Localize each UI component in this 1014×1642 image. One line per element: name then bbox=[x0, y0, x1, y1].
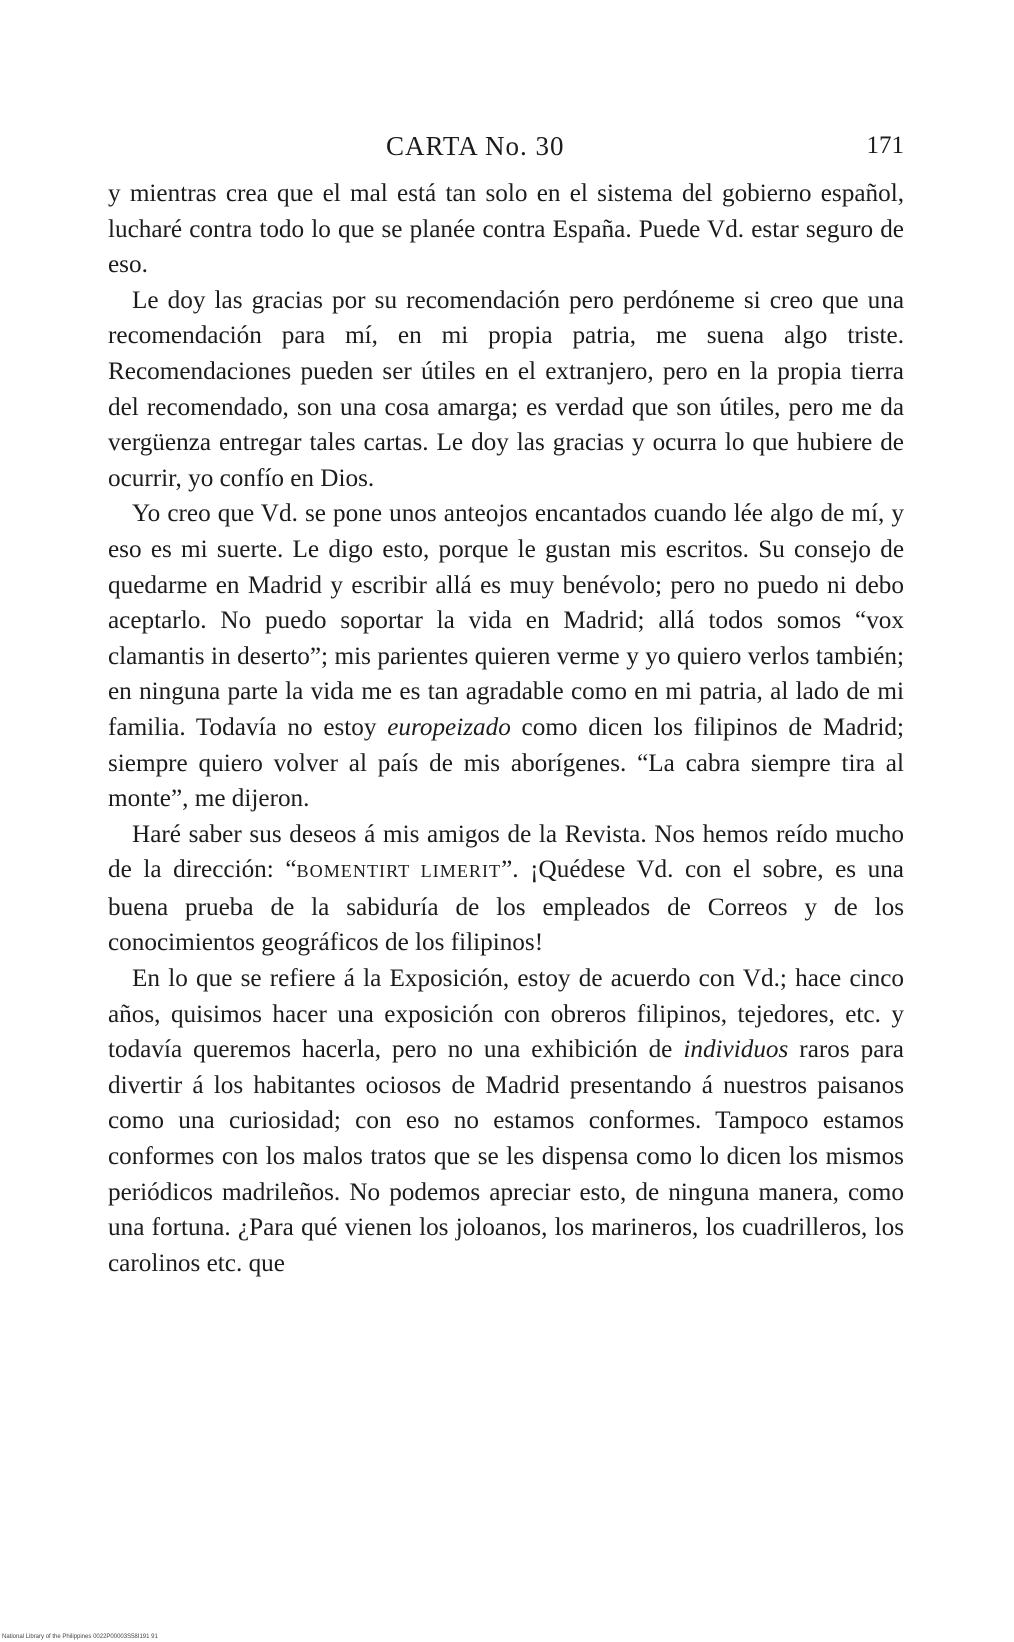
running-head bbox=[108, 128, 904, 164]
letter-body bbox=[108, 176, 904, 1281]
paragraph-5-text-a: En lo que se refiere á la Exposición, estoy de acuerdo con Vd.; hace cinco años, quisimos hacer una exposición con obreros filipinos, tejedores, etc. y todavía queremos hacerla, pero no una exhibición de bbox=[108, 965, 904, 1064]
paragraph-5-text-b: raros para divertir á los habitantes ociosos de Madrid presentando á nuestros paisanos como una curiosidad; con eso no estamos conformes. Tampoco estamos conformes con los malos tratos que se les dispensa como lo dicen los mismos periódicos madrileños. No podemos apreciar esto, de ninguna manera, como una fortuna. ¿Para qué vienen los joloanos, los marineros, los cuadrilleros, los carolinos etc. que bbox=[108, 1036, 904, 1277]
scan-footer bbox=[2, 1634, 158, 1640]
paragraph-2: Le doy las gracias por su recomendación pero perdóneme si creo que una recomendación para mí, en mi propia patria, me suena algo triste. Recomendaciones pueden ser útiles en el extranjero, pero en la propia tierra del recomendado, son una cosa amarga; es verdad que son útiles, pero me da vergüenza entregar tales cartas. Le doy las gracias y ocurra lo que hubiere de ocurrir, yo confío en Dios. bbox=[108, 286, 904, 492]
page-title: CARTA No. 30 bbox=[386, 131, 565, 161]
paragraph-1: y mientras crea que el mal está tan solo en el sistema del gobierno español, lucharé contra todo lo que se planée contra España. Puede Vd. estar seguro de eso. bbox=[108, 180, 904, 279]
paragraph-3-text-a: Yo creo que Vd. se pone unos anteojos encantados cuando lée algo de mí, y eso es mi suerte. Le digo esto, porque le gustan mis escritos. Su consejo de quedarme en Madrid y escribir allá es muy benévolo; pero no puedo ni debo aceptarlo. No puedo soportar la vida en Madrid; allá todos somos “vox clamantis in deserto”; mis parientes quieren verme y yo quiero verlos también; en ninguna parte la vida me es tan agradable como en mi patria, al lado de mi familia. Todavía no estoy bbox=[108, 500, 904, 741]
paragraph-3 bbox=[108, 496, 904, 816]
address-small-caps: BOMENTIRT LIMERIT bbox=[296, 861, 502, 882]
paragraph-5 bbox=[108, 961, 904, 1281]
paragraph-4-text-a: Haré saber sus deseos á mis amigos de la Revista. Nos hemos reído mucho de la dirección: “ bbox=[108, 820, 904, 884]
paragraph-3-text-b: como dicen los filipinos de Madrid; siempre quiero volver al país de mis aborígenes. “La cabra siempre tira al monte”, me dijeron. bbox=[108, 713, 905, 813]
page-number: 171 bbox=[866, 132, 904, 159]
paragraph-4-text-b: ”. ¡Quédese Vd. con el sobre, es una buena prueba de la sabiduría de los empleados de Correos y de los conocimientos geográficos de los filipinos! bbox=[108, 856, 904, 957]
italic-word-individuos: individuos bbox=[683, 1036, 789, 1064]
library-credit: National Library of the Philippines bbox=[2, 1634, 92, 1640]
italic-word-europeizado: europeizado bbox=[387, 713, 511, 741]
scan-id: 0022P00003S58I191 91 bbox=[93, 1634, 158, 1640]
paragraph-4 bbox=[108, 817, 904, 961]
